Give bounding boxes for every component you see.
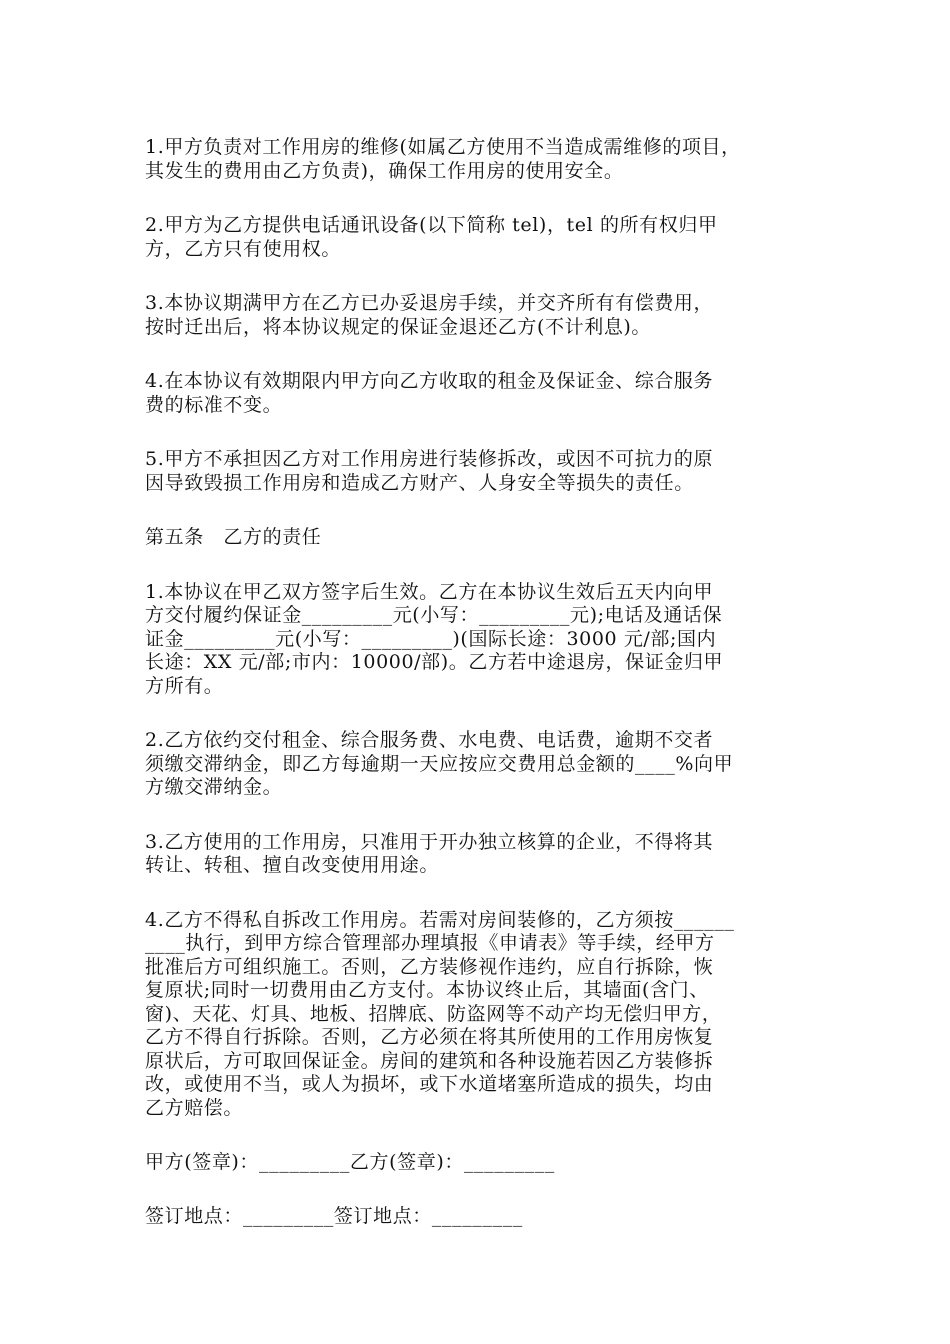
text-line: 3.乙方使用的工作用房，只准用于开办独立核算的企业，不得将其 (145, 830, 714, 853)
text-line: 3.本协议期满甲方在乙方已办妥退房手续，并交齐所有有偿费用， (145, 292, 714, 314)
text-line: 方，乙方只有使用权。 (145, 237, 342, 260)
clause-paragraph (145, 448, 810, 495)
text-line: 方所有。 (145, 674, 224, 697)
text-line: 改，或使用不当，或人为损坏，或下水道堵塞所造成的损失，均由 (145, 1073, 714, 1095)
clause-paragraph (145, 214, 810, 261)
text-line: 乙方赔偿。 (145, 1096, 244, 1119)
clause-paragraph (145, 729, 810, 800)
text-line: 长途：XX 元/部;市内：10000/部)。乙方若中途退房，保证金归甲 (145, 651, 724, 673)
text-line: 批准后方可组织施工。否则，乙方装修视作违约，应自行拆除，恢 (145, 955, 714, 978)
signature-line: 甲方(签章)：_________乙方(签章)：_________ (145, 1151, 555, 1173)
text-line: 复原状;同时一切费用由乙方支付。本协议终止后，其墙面(含门、 (145, 979, 709, 1001)
clause-paragraph (145, 581, 810, 699)
text-line: 1.本协议在甲乙双方签字后生效。乙方在本协议生效后五天内向甲 (145, 580, 714, 603)
text-line: 须缴交滞纳金，即乙方每逾期一天应按应交费用总金额的____%向甲 (145, 752, 734, 775)
clause-paragraph (145, 292, 810, 339)
section-heading: 第五条 乙方的责任 (145, 526, 322, 548)
text-line: 1.甲方负责对工作用房的维修(如属乙方使用不当造成需维修的项目， (145, 136, 741, 158)
document-body (145, 136, 810, 1258)
clause-paragraph (145, 909, 810, 1121)
text-line: 窗)、天花、灯具、地板、招牌底、防盗网等不动产均无偿归甲方， (145, 1002, 722, 1025)
clause-paragraph (145, 831, 810, 878)
text-line: 方交付履约保证金_________元(小写：_________元);电话及通话保 (145, 604, 723, 626)
text-line: 5.甲方不承担因乙方对工作用房进行装修拆改，或因不可抗力的原 (145, 448, 714, 470)
text-line: 方缴交滞纳金。 (145, 776, 283, 798)
text-line: 乙方不得自行拆除。否则，乙方必须在将其所使用的工作用房恢复 (145, 1026, 714, 1048)
signing-place-line: 签订地点：_________签订地点：_________ (145, 1204, 523, 1227)
text-line: 2.乙方依约交付租金、综合服务费、水电费、电话费，逾期不交者 (145, 729, 714, 751)
text-line: 4.在本协议有效期限内甲方向乙方收取的租金及保证金、综合服务 (145, 370, 714, 392)
text-line: 转让、转租、擅自改变使用用途。 (145, 854, 440, 876)
text-line: 费的标准不变。 (145, 393, 283, 416)
text-line: 4.乙方不得私自拆改工作用房。若需对房间装修的，乙方须按______ (145, 908, 735, 931)
clause-paragraph (145, 370, 810, 417)
text-line: 因导致毁损工作用房和造成乙方财产、人身安全等损失的责任。 (145, 471, 694, 494)
text-line: 2.甲方为乙方提供电话通讯设备(以下简称 tel)，tel 的所有权归甲 (145, 214, 718, 236)
text-line: ____执行，到甲方综合管理部办理填报《申请表》等手续，经甲方 (145, 932, 715, 954)
clause-paragraph (145, 136, 810, 183)
text-line: 原状后，方可取回保证金。房间的建筑和各种设施若因乙方装修拆 (145, 1049, 714, 1072)
text-line: 证金_________元(小写：_________)(国际长途：3000 元/部;国内 (145, 627, 717, 650)
text-line: 按时迁出后，将本协议规定的保证金退还乙方(不计利息)。 (145, 315, 652, 338)
text-line: 其发生的费用由乙方负责)，确保工作用房的使用安全。 (145, 159, 624, 182)
